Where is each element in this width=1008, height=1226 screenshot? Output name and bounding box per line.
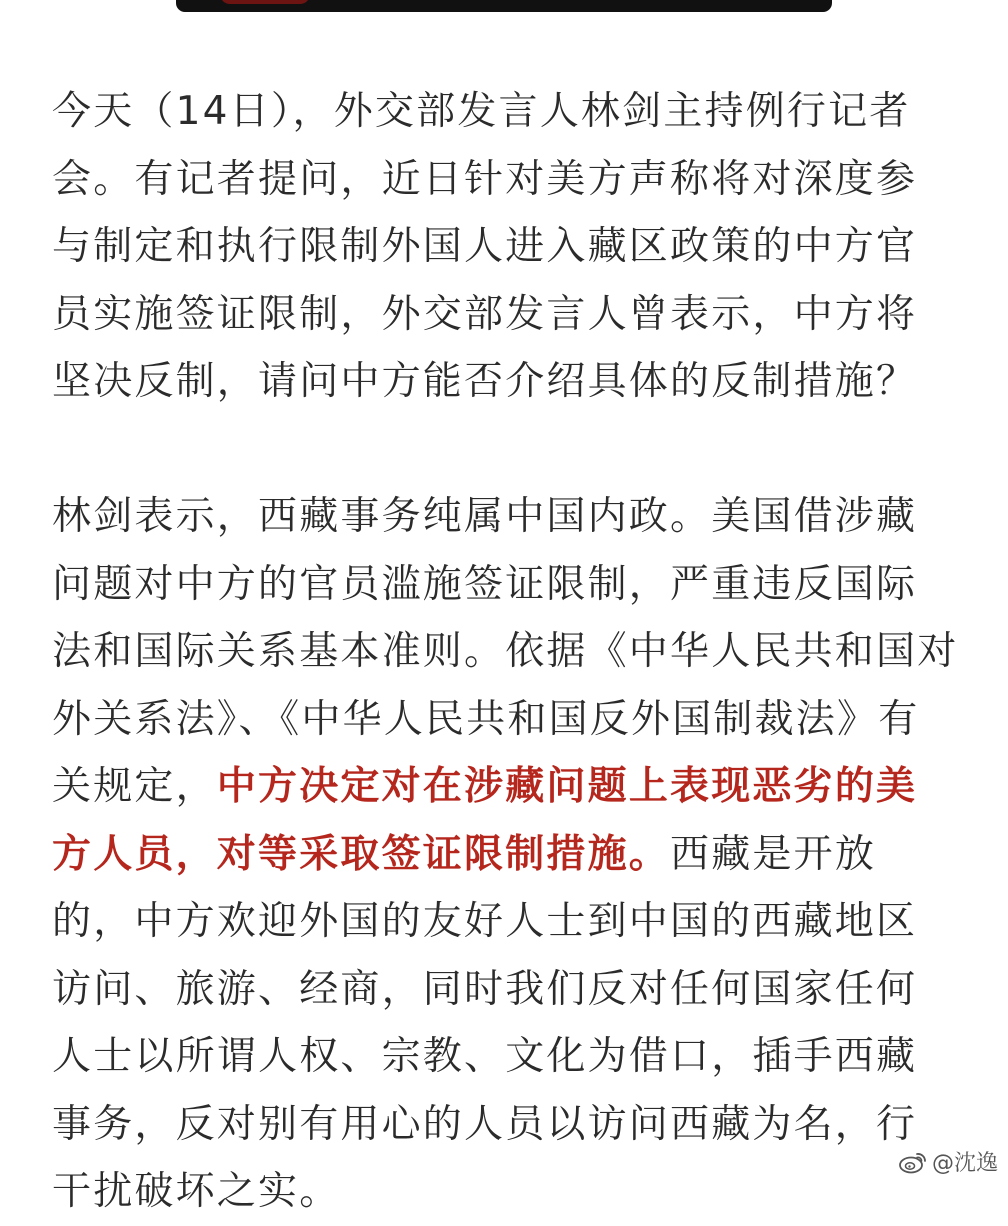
video-player-edge[interactable] bbox=[176, 0, 832, 12]
watermark-text: @沈逸 bbox=[931, 1151, 998, 1176]
weibo-icon bbox=[898, 1150, 928, 1174]
answer-text-before: 林剑表示，西藏事务纯属中国内政。美国借涉藏 问题对中方的官员滥施签证限制，严重违反国际 法和国际关系基本准则。依据《中华人民共和国对 外关系法》、《中华人民共和国反外国制裁法》有 关规定， bbox=[52, 494, 959, 809]
article-body bbox=[52, 78, 962, 1226]
paragraph-question: 今天（14日），外交部发言人林剑主持例行记者 会。有记者提问，近日针对美方声称将对深度参 与制定和执行限制外国人进入藏区政策的中方官 员实施签证限制，外交部发言人曾表示，中方将 坚决反制，请问中方能否介绍具体的反制措施？ bbox=[52, 89, 918, 404]
answer-text-after: 西藏是开放 的，中方欢迎外国的友好人士到中国的西藏地区 访问、旅游、经商，同时我们反对任何国家任何 人士以所谓人权、宗教、文化为借口，插手西藏 事务，反对别有用心的人员以访问西藏为名，行 干扰破坏之实。 bbox=[52, 831, 918, 1214]
paragraph-answer bbox=[52, 483, 962, 1226]
video-thumbnail-fragment bbox=[220, 0, 310, 4]
weibo-watermark bbox=[898, 1146, 998, 1177]
answer-highlight: 中方决定对在涉藏问题上表现恶劣的美 方人员，对等采取签证限制措施。 bbox=[52, 764, 918, 877]
